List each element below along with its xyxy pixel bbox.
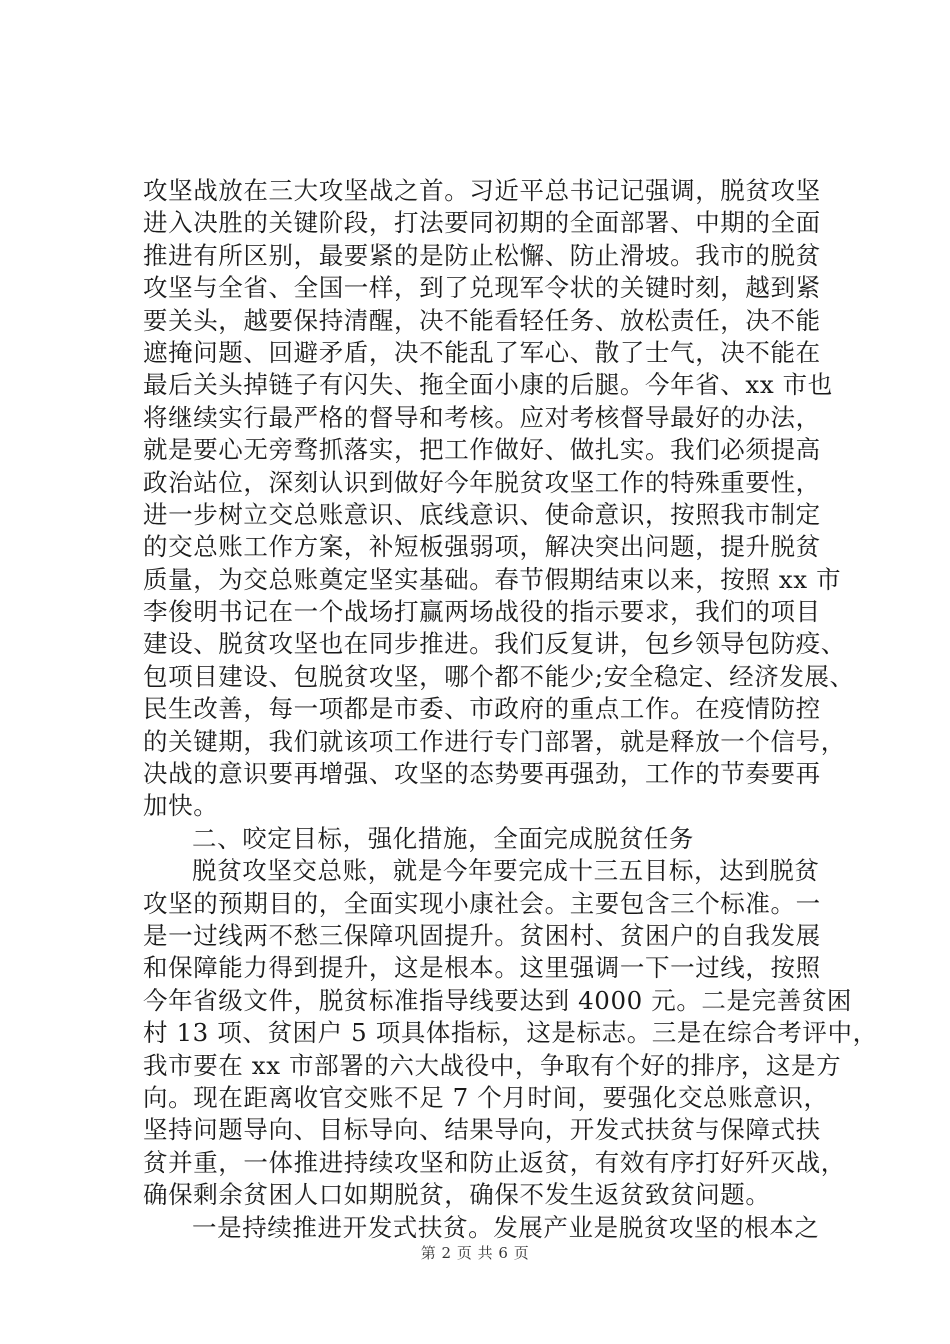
text-line: 攻坚战放在三大攻坚战之首。习近平总书记记强调，脱贫攻坚: [143, 176, 821, 205]
text-line: 遮掩问题、回避矛盾，决不能乱了军心、散了士气，决不能在: [143, 337, 821, 367]
text-line: 加快。: [143, 791, 219, 821]
text-line: 确保剩余贫困人口如期脱贫，确保不发生返贫致贫问题。: [143, 1180, 771, 1210]
text-line: 质量，为交总账奠定坚实基础。春节假期结束以来，按照 xx 市: [143, 564, 842, 594]
text-line: 要关头，越要保持清醒，决不能看轻任务、放松责任，决不能: [143, 305, 821, 335]
text-line: 坚持问题导向、目标导向、结果导向，开发式扶贫与保障式扶: [143, 1115, 821, 1145]
text-line: 和保障能力得到提升，这是根本。这里强调一下一过线，按照: [143, 953, 821, 983]
text-line: 包项目建设、包脱贫攻坚，哪个都不能少;安全稳定、经济发展、: [143, 661, 855, 691]
text-line: 是一过线两不愁三保障巩固提升。贫困村、贫困户的自我发展: [143, 920, 821, 950]
text-line: 二、咬定目标，强化措施，全面完成脱贫任务: [192, 823, 694, 853]
text-line: 今年省级文件，脱贫标准指导线要达到 4000 元。二是完善贫困: [143, 985, 853, 1015]
text-line: 决战的意识要再增强、攻坚的态势要再强劲，工作的节奏要再: [143, 759, 821, 789]
text-line: 脱贫攻坚交总账，就是今年要完成十三五目标，达到脱贫: [192, 856, 820, 886]
text-line: 我市要在 xx 市部署的六大战役中，争取有个好的排序，这是方: [143, 1050, 842, 1080]
body-text: [143, 175, 878, 1244]
text-line: 攻坚的预期目的，全面实现小康社会。主要包含三个标准。一: [143, 888, 821, 918]
text-line: 的关键期，我们就该项工作进行专门部署，就是释放一个信号，: [143, 726, 846, 756]
text-line: 村 13 项、贫困户 5 项具体指标，这是标志。三是在综合考评中，: [143, 1018, 878, 1048]
text-line: 将继续实行最严格的督导和考核。应对考核督导最好的办法，: [143, 402, 821, 432]
text-line: 向。现在距离收官交账不足 7 个月时间，要强化交总账意识，: [143, 1082, 829, 1112]
text-line: 政治站位，深刻认识到做好今年脱贫攻坚工作的特殊重要性，: [143, 467, 821, 497]
text-line: 推进有所区别，最要紧的是防止松懈、防止滑坡。我市的脱贫: [143, 240, 821, 270]
text-line: 就是要心无旁骛抓落实，把工作做好、做扎实。我们必须提高: [143, 435, 821, 465]
text-line: 一是持续推进开发式扶贫。发展产业是脱贫攻坚的根本之: [192, 1212, 820, 1242]
page-footer: 第 2 页 共 6 页: [420, 1244, 530, 1262]
text-line: 李俊明书记在一个战场打赢两场战役的指示要求，我们的项目: [143, 597, 821, 627]
text-line: 攻坚与全省、全国一样，到了兑现军令状的关键时刻，越到紧: [143, 273, 821, 303]
text-line: 的交总账工作方案，补短板强弱项，解决突出问题，提升脱贫: [143, 532, 821, 562]
text-line: 最后关头掉链子有闪失、拖全面小康的后腿。今年省、xx 市也: [143, 370, 833, 400]
text-line: 建设、脱贫攻坚也在同步推进。我们反复讲，包乡领导包防疫、: [143, 629, 846, 659]
text-line: 贫并重，一体推进持续攻坚和防止返贫，有效有序打好歼灭战，: [143, 1147, 846, 1177]
text-line: 进入决胜的关键阶段，打法要同初期的全面部署、中期的全面: [143, 208, 821, 238]
text-line: 民生改善，每一项都是市委、市政府的重点工作。在疫情防控: [143, 694, 821, 724]
text-line: 进一步树立交总账意识、底线意识、使命意识，按照我市制定: [143, 499, 821, 529]
